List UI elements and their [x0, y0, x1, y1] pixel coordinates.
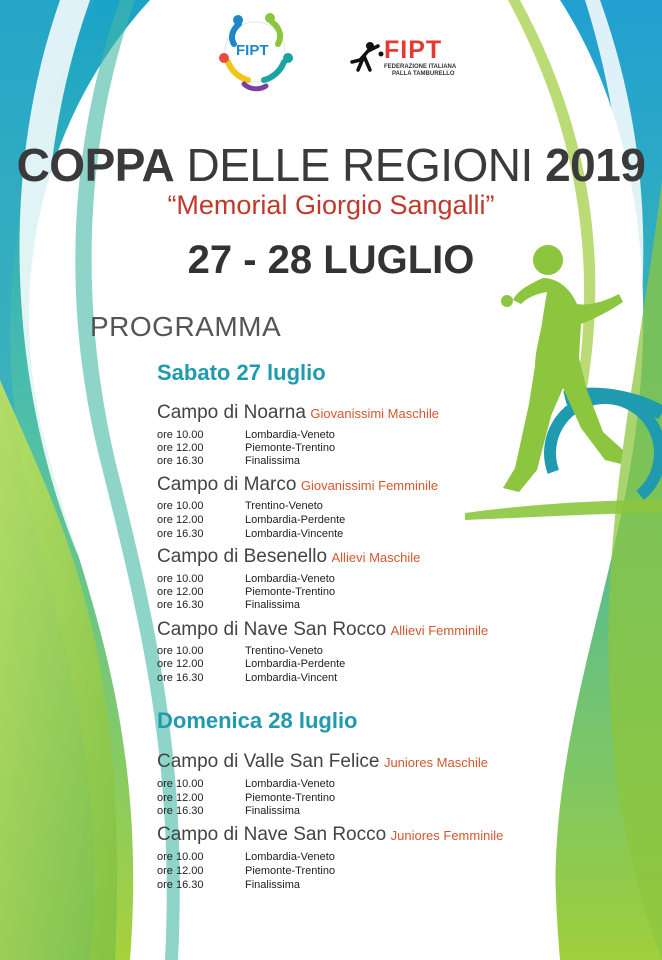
match-teams: Lombardia-Veneto	[245, 851, 335, 863]
campo-heading	[157, 474, 438, 496]
match-teams: Finalissima	[245, 805, 301, 817]
section-heading: PROGRAMMA	[90, 311, 282, 342]
match-time: ore 12.00	[157, 514, 204, 526]
match-time: ore 12.00	[157, 865, 204, 877]
match-teams: Piemonte-Trentino	[245, 442, 336, 454]
player-silhouette-logo-icon	[348, 40, 384, 74]
right-logo-line2: PALLA TAMBURELLO	[392, 71, 455, 77]
match-teams: Lombardia-Perdente	[245, 514, 346, 526]
match-row	[157, 586, 335, 599]
match-teams: Trentino-Veneto	[245, 500, 323, 512]
match-row	[157, 514, 345, 527]
match-time: ore 10.00	[157, 778, 204, 790]
match-time: ore 10.00	[157, 573, 204, 585]
campo-name: Campo di Nave San Rocco	[157, 824, 387, 845]
title-light-part: DELLE REGIONI	[174, 139, 546, 191]
campo-heading	[157, 402, 439, 424]
match-time: ore 12.00	[157, 792, 204, 804]
campo-heading	[157, 751, 488, 773]
campo-name: Campo di Nave San Rocco	[157, 619, 387, 640]
campo-heading	[157, 824, 503, 846]
event-dates: 27 - 28 LUGLIO	[187, 238, 475, 282]
match-row	[157, 429, 335, 442]
match-row	[157, 573, 335, 586]
match-time: ore 12.00	[157, 442, 204, 454]
match-teams: Piemonte-Trentino	[245, 586, 336, 598]
match-teams: Lombardia-Veneto	[245, 778, 335, 790]
day-heading-saturday: Sabato 27 luglio	[157, 360, 326, 385]
page-title	[0, 138, 662, 192]
match-row	[157, 879, 300, 892]
match-teams: Lombardia-Veneto	[245, 429, 335, 441]
campo-category: Allievi Femminile	[390, 623, 489, 638]
match-time: ore 10.00	[157, 500, 204, 512]
match-teams: Lombardia-Perdente	[245, 658, 346, 670]
match-row	[157, 792, 335, 805]
match-teams: Lombardia-Vincente	[245, 528, 344, 540]
campo-category: Juniores Maschile	[383, 755, 488, 770]
match-row	[157, 500, 323, 513]
right-logo-text: FIPT	[384, 36, 443, 64]
campo-category: Giovanissimi Femminile	[300, 478, 439, 493]
match-teams: Lombardia-Vincent	[245, 672, 338, 684]
subtitle: “Memorial Giorgio Sangalli”	[167, 190, 495, 220]
match-row	[157, 645, 323, 658]
right-logo-line1: FEDERAZIONE ITALIANA	[384, 64, 457, 70]
campo-heading	[157, 619, 488, 641]
match-time: ore 10.00	[157, 645, 204, 657]
match-time: ore 16.30	[157, 528, 204, 540]
match-time: ore 10.00	[157, 429, 204, 441]
match-teams: Finalissima	[245, 879, 301, 891]
match-time: ore 12.00	[157, 658, 204, 670]
match-time: ore 16.30	[157, 599, 204, 611]
match-row	[157, 442, 335, 455]
match-row	[157, 672, 337, 685]
campo-category: Juniores Femminile	[390, 828, 504, 843]
match-time: ore 16.30	[157, 805, 204, 817]
match-teams: Piemonte-Trentino	[245, 792, 336, 804]
campo-name: Campo di Marco	[157, 474, 297, 495]
campo-heading	[157, 546, 420, 568]
match-teams: Finalissima	[245, 599, 301, 611]
match-row	[157, 851, 335, 864]
title-bold-part2: 2019	[545, 139, 646, 191]
match-row	[157, 805, 300, 818]
match-row	[157, 658, 345, 671]
match-time: ore 12.00	[157, 586, 204, 598]
campo-name: Campo di Besenello	[157, 546, 328, 567]
title-bold-part1: COPPA	[16, 139, 175, 191]
match-teams: Piemonte-Trentino	[245, 865, 336, 877]
match-time: ore 10.00	[157, 851, 204, 863]
match-row	[157, 599, 300, 612]
match-teams: Lombardia-Veneto	[245, 573, 335, 585]
match-time: ore 16.30	[157, 455, 204, 467]
match-row	[157, 455, 300, 468]
left-logo-text: FIPT	[236, 42, 269, 59]
match-teams: Trentino-Veneto	[245, 645, 323, 657]
campo-name: Campo di Noarna	[157, 402, 306, 423]
match-teams: Finalissima	[245, 455, 301, 467]
campo-category: Allievi Maschile	[331, 550, 421, 565]
match-row	[157, 528, 343, 541]
campo-name: Campo di Valle San Felice	[157, 751, 380, 772]
match-row	[157, 778, 335, 791]
day-heading-sunday: Domenica 28 luglio	[157, 708, 358, 733]
match-time: ore 16.30	[157, 879, 204, 891]
campo-category: Giovanissimi Maschile	[310, 406, 439, 421]
match-row	[157, 865, 335, 878]
match-time: ore 16.30	[157, 672, 204, 684]
